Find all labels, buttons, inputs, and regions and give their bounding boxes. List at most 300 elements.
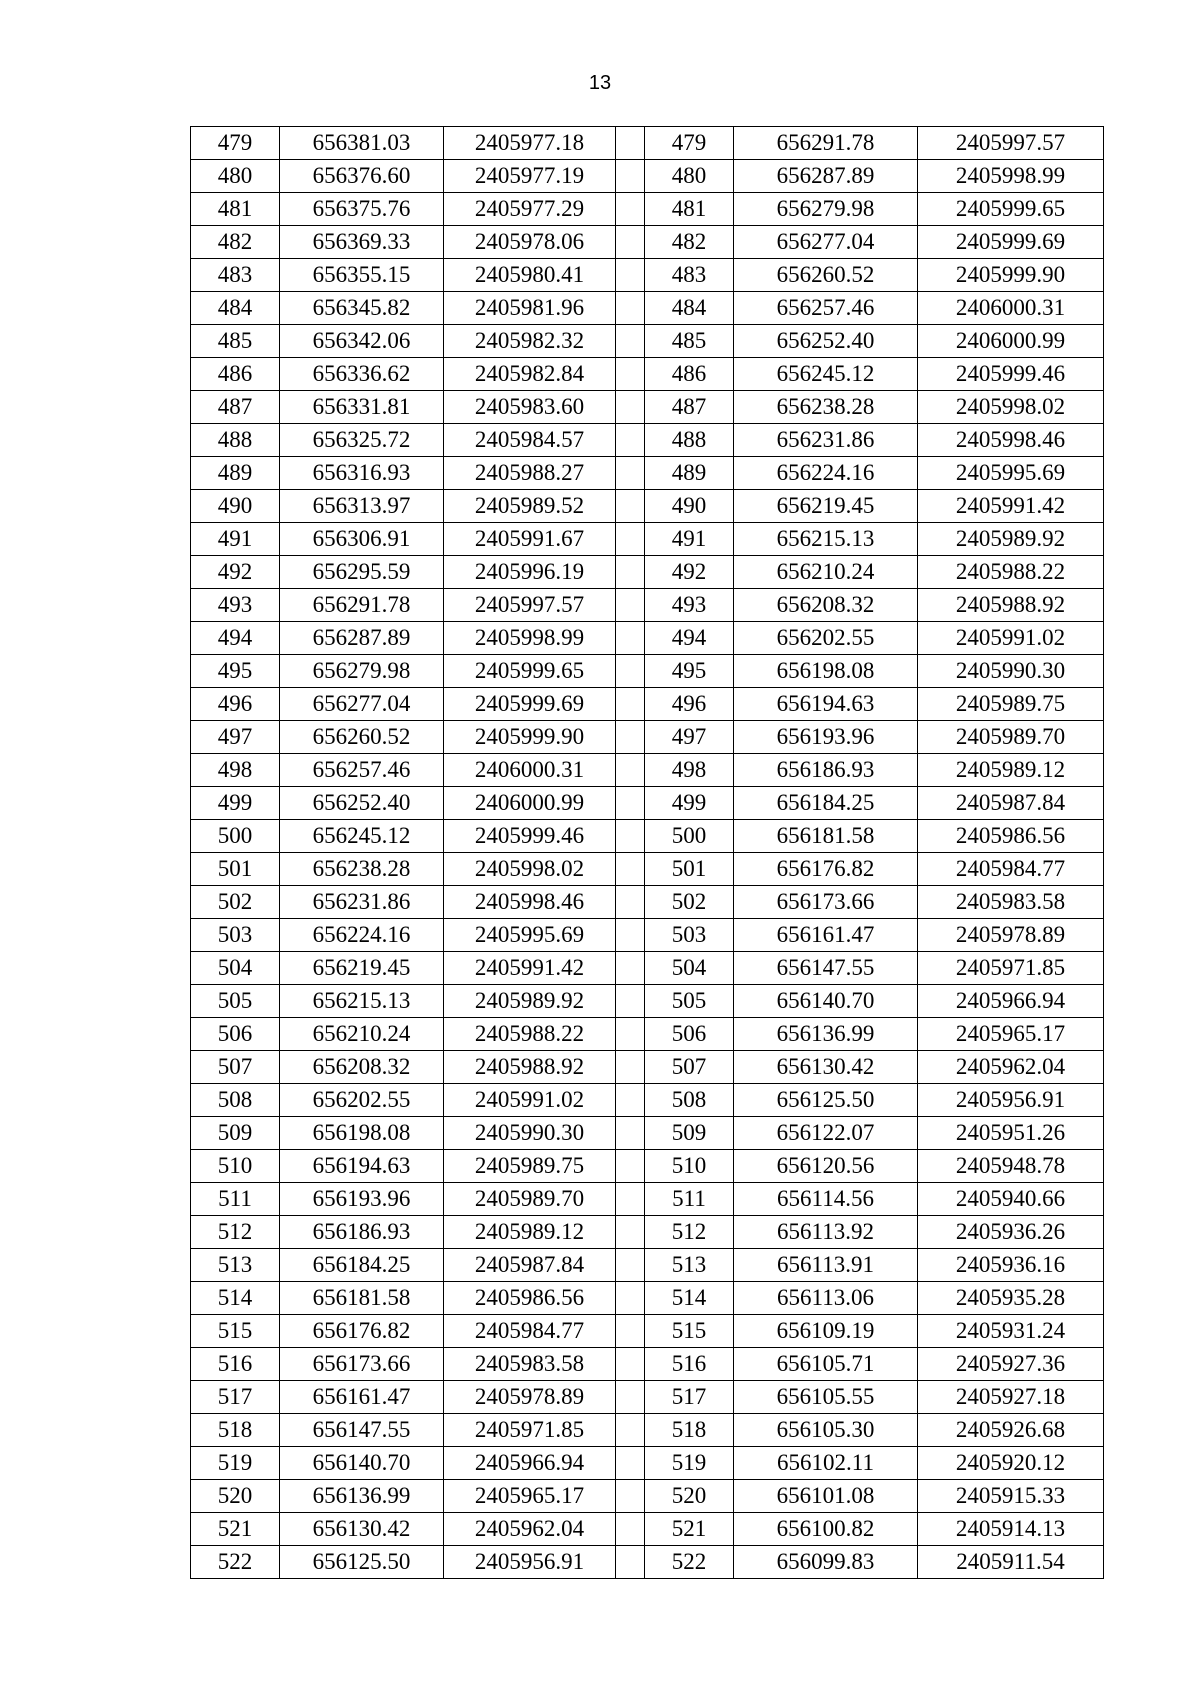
- spacer-cell: [616, 424, 645, 457]
- left-x-coordinate: 656231.86: [280, 886, 444, 919]
- right-x-coordinate: 656105.30: [734, 1414, 918, 1447]
- right-y-coordinate: 2405998.02: [918, 391, 1104, 424]
- left-y-coordinate: 2405984.77: [444, 1315, 616, 1348]
- right-point-number: 501: [645, 853, 734, 886]
- left-point-number: 519: [191, 1447, 280, 1480]
- table-row: [191, 622, 1104, 655]
- left-point-number: 490: [191, 490, 280, 523]
- spacer-cell: [616, 787, 645, 820]
- right-x-coordinate: 656105.71: [734, 1348, 918, 1381]
- right-y-coordinate: 2405991.42: [918, 490, 1104, 523]
- right-y-coordinate: 2405986.56: [918, 820, 1104, 853]
- left-y-coordinate: 2405977.19: [444, 160, 616, 193]
- left-y-coordinate: 2405989.52: [444, 490, 616, 523]
- right-x-coordinate: 656260.52: [734, 259, 918, 292]
- spacer-cell: [616, 622, 645, 655]
- table-row: [191, 193, 1104, 226]
- left-point-number: 480: [191, 160, 280, 193]
- right-point-number: 482: [645, 226, 734, 259]
- left-x-coordinate: 656313.97: [280, 490, 444, 523]
- page-number: 13: [588, 72, 612, 94]
- left-x-coordinate: 656208.32: [280, 1051, 444, 1084]
- spacer-cell: [616, 1249, 645, 1282]
- right-x-coordinate: 656136.99: [734, 1018, 918, 1051]
- right-point-number: 506: [645, 1018, 734, 1051]
- left-y-coordinate: 2405995.69: [444, 919, 616, 952]
- right-y-coordinate: 2405966.94: [918, 985, 1104, 1018]
- left-x-coordinate: 656194.63: [280, 1150, 444, 1183]
- left-point-number: 494: [191, 622, 280, 655]
- right-y-coordinate: 2405936.16: [918, 1249, 1104, 1282]
- left-y-coordinate: 2405991.67: [444, 523, 616, 556]
- left-y-coordinate: 2405984.57: [444, 424, 616, 457]
- left-x-coordinate: 656184.25: [280, 1249, 444, 1282]
- right-y-coordinate: 2405965.17: [918, 1018, 1104, 1051]
- right-point-number: 522: [645, 1546, 734, 1579]
- left-x-coordinate: 656161.47: [280, 1381, 444, 1414]
- table-row: [191, 754, 1104, 787]
- spacer-cell: [616, 1216, 645, 1249]
- right-x-coordinate: 656193.96: [734, 721, 918, 754]
- left-x-coordinate: 656375.76: [280, 193, 444, 226]
- left-x-coordinate: 656219.45: [280, 952, 444, 985]
- left-x-coordinate: 656130.42: [280, 1513, 444, 1546]
- table-row: [191, 1513, 1104, 1546]
- left-y-coordinate: 2405965.17: [444, 1480, 616, 1513]
- right-point-number: 479: [645, 127, 734, 160]
- spacer-cell: [616, 589, 645, 622]
- right-y-coordinate: 2405914.13: [918, 1513, 1104, 1546]
- right-point-number: 500: [645, 820, 734, 853]
- table-row: [191, 292, 1104, 325]
- right-point-number: 481: [645, 193, 734, 226]
- table-row: [191, 1084, 1104, 1117]
- left-y-coordinate: 2405998.99: [444, 622, 616, 655]
- left-y-coordinate: 2405966.94: [444, 1447, 616, 1480]
- right-x-coordinate: 656210.24: [734, 556, 918, 589]
- right-x-coordinate: 656105.55: [734, 1381, 918, 1414]
- table-row: [191, 160, 1104, 193]
- right-y-coordinate: 2405926.68: [918, 1414, 1104, 1447]
- right-x-coordinate: 656113.92: [734, 1216, 918, 1249]
- table-row: [191, 655, 1104, 688]
- right-y-coordinate: 2405999.69: [918, 226, 1104, 259]
- right-y-coordinate: 2405951.26: [918, 1117, 1104, 1150]
- left-x-coordinate: 656336.62: [280, 358, 444, 391]
- table-row: [191, 1282, 1104, 1315]
- left-x-coordinate: 656215.13: [280, 985, 444, 1018]
- left-point-number: 501: [191, 853, 280, 886]
- table-row: [191, 1381, 1104, 1414]
- table-row: [191, 985, 1104, 1018]
- left-y-coordinate: 2405988.27: [444, 457, 616, 490]
- table-row: [191, 424, 1104, 457]
- right-x-coordinate: 656257.46: [734, 292, 918, 325]
- right-x-coordinate: 656130.42: [734, 1051, 918, 1084]
- right-point-number: 489: [645, 457, 734, 490]
- right-x-coordinate: 656279.98: [734, 193, 918, 226]
- right-y-coordinate: 2405989.70: [918, 721, 1104, 754]
- left-x-coordinate: 656147.55: [280, 1414, 444, 1447]
- table-row: [191, 1051, 1104, 1084]
- right-x-coordinate: 656101.08: [734, 1480, 918, 1513]
- left-point-number: 486: [191, 358, 280, 391]
- left-x-coordinate: 656245.12: [280, 820, 444, 853]
- right-point-number: 504: [645, 952, 734, 985]
- right-y-coordinate: 2405931.24: [918, 1315, 1104, 1348]
- left-y-coordinate: 2405987.84: [444, 1249, 616, 1282]
- table-row: [191, 1018, 1104, 1051]
- right-point-number: 505: [645, 985, 734, 1018]
- spacer-cell: [616, 523, 645, 556]
- table-row: [191, 952, 1104, 985]
- left-point-number: 495: [191, 655, 280, 688]
- right-x-coordinate: 656099.83: [734, 1546, 918, 1579]
- right-point-number: 483: [645, 259, 734, 292]
- table-row: [191, 358, 1104, 391]
- left-x-coordinate: 656295.59: [280, 556, 444, 589]
- table-row: [191, 1249, 1104, 1282]
- spacer-cell: [616, 1084, 645, 1117]
- table-row: [191, 1216, 1104, 1249]
- spacer-cell: [616, 1414, 645, 1447]
- right-x-coordinate: 656176.82: [734, 853, 918, 886]
- right-y-coordinate: 2405956.91: [918, 1084, 1104, 1117]
- right-y-coordinate: 2406000.99: [918, 325, 1104, 358]
- right-point-number: 498: [645, 754, 734, 787]
- spacer-cell: [616, 1018, 645, 1051]
- spacer-cell: [616, 1150, 645, 1183]
- left-x-coordinate: 656306.91: [280, 523, 444, 556]
- left-x-coordinate: 656376.60: [280, 160, 444, 193]
- spacer-cell: [616, 127, 645, 160]
- right-y-coordinate: 2405988.92: [918, 589, 1104, 622]
- right-point-number: 503: [645, 919, 734, 952]
- right-point-number: 513: [645, 1249, 734, 1282]
- coordinates-table-body: [191, 127, 1104, 1579]
- right-x-coordinate: 656208.32: [734, 589, 918, 622]
- right-point-number: 517: [645, 1381, 734, 1414]
- left-y-coordinate: 2405998.46: [444, 886, 616, 919]
- left-x-coordinate: 656355.15: [280, 259, 444, 292]
- right-point-number: 490: [645, 490, 734, 523]
- left-point-number: 508: [191, 1084, 280, 1117]
- left-x-coordinate: 656252.40: [280, 787, 444, 820]
- left-y-coordinate: 2405988.22: [444, 1018, 616, 1051]
- left-point-number: 509: [191, 1117, 280, 1150]
- right-y-coordinate: 2405999.90: [918, 259, 1104, 292]
- right-x-coordinate: 656291.78: [734, 127, 918, 160]
- left-y-coordinate: 2405996.19: [444, 556, 616, 589]
- left-x-coordinate: 656316.93: [280, 457, 444, 490]
- table-row: [191, 1348, 1104, 1381]
- left-x-coordinate: 656257.46: [280, 754, 444, 787]
- table-row: [191, 1315, 1104, 1348]
- table-row: [191, 688, 1104, 721]
- left-y-coordinate: 2405999.65: [444, 655, 616, 688]
- table-row: [191, 457, 1104, 490]
- table-row: [191, 1447, 1104, 1480]
- right-x-coordinate: 656245.12: [734, 358, 918, 391]
- left-y-coordinate: 2405989.70: [444, 1183, 616, 1216]
- left-point-number: 520: [191, 1480, 280, 1513]
- right-y-coordinate: 2405962.04: [918, 1051, 1104, 1084]
- right-point-number: 511: [645, 1183, 734, 1216]
- left-x-coordinate: 656186.93: [280, 1216, 444, 1249]
- spacer-cell: [616, 1447, 645, 1480]
- right-y-coordinate: 2405999.46: [918, 358, 1104, 391]
- right-point-number: 494: [645, 622, 734, 655]
- left-point-number: 484: [191, 292, 280, 325]
- spacer-cell: [616, 1315, 645, 1348]
- left-y-coordinate: 2406000.31: [444, 754, 616, 787]
- spacer-cell: [616, 160, 645, 193]
- left-x-coordinate: 656193.96: [280, 1183, 444, 1216]
- left-x-coordinate: 656176.82: [280, 1315, 444, 1348]
- right-x-coordinate: 656219.45: [734, 490, 918, 523]
- table-row: [191, 391, 1104, 424]
- right-point-number: 521: [645, 1513, 734, 1546]
- left-point-number: 488: [191, 424, 280, 457]
- left-y-coordinate: 2405956.91: [444, 1546, 616, 1579]
- left-y-coordinate: 2405991.02: [444, 1084, 616, 1117]
- right-point-number: 518: [645, 1414, 734, 1447]
- left-point-number: 518: [191, 1414, 280, 1447]
- right-point-number: 512: [645, 1216, 734, 1249]
- right-x-coordinate: 656202.55: [734, 622, 918, 655]
- left-point-number: 485: [191, 325, 280, 358]
- table-row: [191, 589, 1104, 622]
- spacer-cell: [616, 457, 645, 490]
- left-x-coordinate: 656369.33: [280, 226, 444, 259]
- right-y-coordinate: 2405999.65: [918, 193, 1104, 226]
- spacer-cell: [616, 556, 645, 589]
- spacer-cell: [616, 325, 645, 358]
- spacer-cell: [616, 754, 645, 787]
- left-point-number: 522: [191, 1546, 280, 1579]
- left-y-coordinate: 2405998.02: [444, 853, 616, 886]
- left-point-number: 500: [191, 820, 280, 853]
- spacer-cell: [616, 721, 645, 754]
- table-row: [191, 325, 1104, 358]
- left-point-number: 498: [191, 754, 280, 787]
- left-y-coordinate: 2405989.12: [444, 1216, 616, 1249]
- right-x-coordinate: 656113.06: [734, 1282, 918, 1315]
- spacer-cell: [616, 226, 645, 259]
- right-x-coordinate: 656147.55: [734, 952, 918, 985]
- spacer-cell: [616, 490, 645, 523]
- table-row: [191, 1546, 1104, 1579]
- right-x-coordinate: 656120.56: [734, 1150, 918, 1183]
- right-point-number: 502: [645, 886, 734, 919]
- right-point-number: 499: [645, 787, 734, 820]
- right-y-coordinate: 2405940.66: [918, 1183, 1104, 1216]
- right-point-number: 515: [645, 1315, 734, 1348]
- right-y-coordinate: 2405989.75: [918, 688, 1104, 721]
- left-point-number: 511: [191, 1183, 280, 1216]
- left-point-number: 482: [191, 226, 280, 259]
- left-y-coordinate: 2405991.42: [444, 952, 616, 985]
- left-x-coordinate: 656277.04: [280, 688, 444, 721]
- left-y-coordinate: 2405990.30: [444, 1117, 616, 1150]
- left-point-number: 503: [191, 919, 280, 952]
- left-point-number: 483: [191, 259, 280, 292]
- left-x-coordinate: 656210.24: [280, 1018, 444, 1051]
- left-point-number: 496: [191, 688, 280, 721]
- right-y-coordinate: 2405935.28: [918, 1282, 1104, 1315]
- left-point-number: 516: [191, 1348, 280, 1381]
- left-y-coordinate: 2405977.29: [444, 193, 616, 226]
- spacer-cell: [616, 358, 645, 391]
- spacer-cell: [616, 1348, 645, 1381]
- left-y-coordinate: 2405978.06: [444, 226, 616, 259]
- left-y-coordinate: 2405982.32: [444, 325, 616, 358]
- table-row: [191, 820, 1104, 853]
- right-point-number: 487: [645, 391, 734, 424]
- spacer-cell: [616, 985, 645, 1018]
- right-point-number: 491: [645, 523, 734, 556]
- right-x-coordinate: 656224.16: [734, 457, 918, 490]
- left-x-coordinate: 656345.82: [280, 292, 444, 325]
- spacer-cell: [616, 193, 645, 226]
- right-point-number: 497: [645, 721, 734, 754]
- left-y-coordinate: 2405983.60: [444, 391, 616, 424]
- right-x-coordinate: 656277.04: [734, 226, 918, 259]
- left-y-coordinate: 2405986.56: [444, 1282, 616, 1315]
- right-x-coordinate: 656114.56: [734, 1183, 918, 1216]
- left-x-coordinate: 656173.66: [280, 1348, 444, 1381]
- spacer-cell: [616, 853, 645, 886]
- left-point-number: 481: [191, 193, 280, 226]
- spacer-cell: [616, 655, 645, 688]
- left-y-coordinate: 2405989.92: [444, 985, 616, 1018]
- spacer-cell: [616, 1381, 645, 1414]
- table-row: [191, 259, 1104, 292]
- right-x-coordinate: 656181.58: [734, 820, 918, 853]
- right-y-coordinate: 2405936.26: [918, 1216, 1104, 1249]
- right-x-coordinate: 656113.91: [734, 1249, 918, 1282]
- left-point-number: 512: [191, 1216, 280, 1249]
- right-point-number: 480: [645, 160, 734, 193]
- left-x-coordinate: 656291.78: [280, 589, 444, 622]
- left-y-coordinate: 2405999.46: [444, 820, 616, 853]
- left-x-coordinate: 656238.28: [280, 853, 444, 886]
- left-x-coordinate: 656202.55: [280, 1084, 444, 1117]
- left-y-coordinate: 2405983.58: [444, 1348, 616, 1381]
- right-point-number: 485: [645, 325, 734, 358]
- right-x-coordinate: 656102.11: [734, 1447, 918, 1480]
- spacer-cell: [616, 952, 645, 985]
- right-y-coordinate: 2405971.85: [918, 952, 1104, 985]
- left-x-coordinate: 656181.58: [280, 1282, 444, 1315]
- right-x-coordinate: 656122.07: [734, 1117, 918, 1150]
- right-point-number: 520: [645, 1480, 734, 1513]
- spacer-cell: [616, 1117, 645, 1150]
- table-row: [191, 490, 1104, 523]
- left-point-number: 499: [191, 787, 280, 820]
- left-point-number: 505: [191, 985, 280, 1018]
- right-y-coordinate: 2405915.33: [918, 1480, 1104, 1513]
- right-y-coordinate: 2405991.02: [918, 622, 1104, 655]
- right-y-coordinate: 2405927.36: [918, 1348, 1104, 1381]
- spacer-cell: [616, 1513, 645, 1546]
- table-row: [191, 787, 1104, 820]
- right-point-number: 519: [645, 1447, 734, 1480]
- right-y-coordinate: 2405989.92: [918, 523, 1104, 556]
- spacer-cell: [616, 1051, 645, 1084]
- left-point-number: 510: [191, 1150, 280, 1183]
- spacer-cell: [616, 1282, 645, 1315]
- right-y-coordinate: 2405988.22: [918, 556, 1104, 589]
- left-point-number: 479: [191, 127, 280, 160]
- left-y-coordinate: 2405999.69: [444, 688, 616, 721]
- spacer-cell: [616, 1480, 645, 1513]
- right-y-coordinate: 2405998.46: [918, 424, 1104, 457]
- table-row: [191, 127, 1104, 160]
- left-point-number: 507: [191, 1051, 280, 1084]
- right-y-coordinate: 2405984.77: [918, 853, 1104, 886]
- table-row: [191, 886, 1104, 919]
- right-point-number: 495: [645, 655, 734, 688]
- left-y-coordinate: 2406000.99: [444, 787, 616, 820]
- table-row: [191, 721, 1104, 754]
- right-x-coordinate: 656184.25: [734, 787, 918, 820]
- coordinates-table: [190, 126, 1104, 1579]
- spacer-cell: [616, 886, 645, 919]
- left-y-coordinate: 2405982.84: [444, 358, 616, 391]
- right-x-coordinate: 656161.47: [734, 919, 918, 952]
- left-point-number: 504: [191, 952, 280, 985]
- right-point-number: 484: [645, 292, 734, 325]
- left-point-number: 497: [191, 721, 280, 754]
- table-row: [191, 919, 1104, 952]
- right-point-number: 514: [645, 1282, 734, 1315]
- spacer-cell: [616, 259, 645, 292]
- right-x-coordinate: 656109.19: [734, 1315, 918, 1348]
- left-y-coordinate: 2405978.89: [444, 1381, 616, 1414]
- right-y-coordinate: 2405989.12: [918, 754, 1104, 787]
- right-point-number: 509: [645, 1117, 734, 1150]
- left-x-coordinate: 656224.16: [280, 919, 444, 952]
- left-x-coordinate: 656287.89: [280, 622, 444, 655]
- table-row: [191, 556, 1104, 589]
- right-point-number: 496: [645, 688, 734, 721]
- right-x-coordinate: 656238.28: [734, 391, 918, 424]
- right-x-coordinate: 656173.66: [734, 886, 918, 919]
- table-row: [191, 1150, 1104, 1183]
- right-point-number: 508: [645, 1084, 734, 1117]
- table-row: [191, 1414, 1104, 1447]
- spacer-cell: [616, 688, 645, 721]
- right-y-coordinate: 2405983.58: [918, 886, 1104, 919]
- left-x-coordinate: 656325.72: [280, 424, 444, 457]
- right-y-coordinate: 2405948.78: [918, 1150, 1104, 1183]
- left-y-coordinate: 2405962.04: [444, 1513, 616, 1546]
- right-y-coordinate: 2405995.69: [918, 457, 1104, 490]
- left-point-number: 489: [191, 457, 280, 490]
- right-x-coordinate: 656194.63: [734, 688, 918, 721]
- right-y-coordinate: 2405978.89: [918, 919, 1104, 952]
- right-point-number: 507: [645, 1051, 734, 1084]
- left-x-coordinate: 656136.99: [280, 1480, 444, 1513]
- table-row: [191, 523, 1104, 556]
- right-point-number: 516: [645, 1348, 734, 1381]
- left-x-coordinate: 656198.08: [280, 1117, 444, 1150]
- left-point-number: 493: [191, 589, 280, 622]
- right-x-coordinate: 656198.08: [734, 655, 918, 688]
- right-x-coordinate: 656215.13: [734, 523, 918, 556]
- left-y-coordinate: 2405977.18: [444, 127, 616, 160]
